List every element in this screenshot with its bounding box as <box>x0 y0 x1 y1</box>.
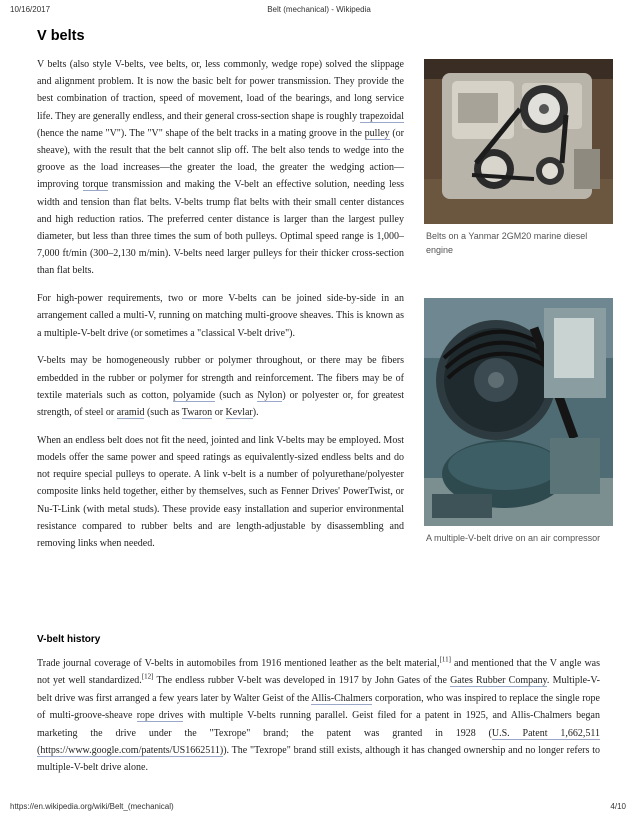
figure-caption-engine: Belts on a Yanmar 2GM20 marine diesel engine <box>426 231 588 255</box>
paragraph-1: V belts (also style V-belts, vee belts, or, less commonly, wedge rope) solved the slippage and alignment problem. It is now the basic belt for power transmission. They provide the best combination of traction, speed of movement, load of the bearings, and long service life. They are generally endless, and their general cross-section shape is roughly trapezoidal (hence the name "V"). The "V" shape of the belt tracks in a mating groove in the pulley (or sheave), with the result that the belt cannot slip off. The belt also tends to wedge into the groove as the load increases—the greater the load, the greater the wedging action—improving torque transmission and making the V-belt an effective solution, needing less width and tension than flat belts. V-belts trump flat belts with their small center distances and high reduction ratios. The preferred center distance is larger than the largest pulley diameter, but less than three times the sum of both pulleys. Optimal speed range is 1,000–7,000 ft/min (300–2,130 m/min). V-belts need larger pulleys for their thicker cross-section than flat belts. <box>37 59 404 277</box>
print-footer <box>0 802 638 814</box>
link-aramid[interactable]: aramid <box>116 407 145 419</box>
print-header <box>0 5 638 17</box>
link-twaron[interactable]: Twaron <box>181 407 213 419</box>
link-gates-rubber-company[interactable]: Gates Rubber Company <box>450 675 547 687</box>
reference-11[interactable]: [11] <box>439 655 451 664</box>
link-kevlar[interactable]: Kevlar <box>225 407 253 419</box>
print-page-number: 4/10 <box>610 802 626 811</box>
print-url: https://en.wikipedia.org/wiki/Belt_(mechanical) <box>10 802 174 811</box>
main-column <box>37 56 404 563</box>
compressor-photo[interactable] <box>424 298 613 526</box>
link-us-patent[interactable]: U.S. Patent 1,662,511 (https://www.google.com/patents/US1662511) <box>37 727 600 757</box>
figure-engine <box>424 59 613 257</box>
print-page-title: Belt (mechanical) - Wikipedia <box>267 5 371 14</box>
link-torque[interactable]: torque <box>82 179 109 191</box>
paragraph-3: V-belts may be homogeneously rubber or polymer throughout, or there may be fibers embedded in the rubber or polymer for strength and reinforcement. The fibers may be of textile materials such as cotton, polyamide (such as Nylon) or polyester or, for greatest strength, of steel or aramid (such as Twaron or Kevlar). <box>37 355 404 419</box>
link-pulley[interactable]: pulley <box>364 127 390 139</box>
history-paragraph: Trade journal coverage of V-belts in automobiles from 1916 mentioned leather as the belt material,[11] and mentioned that the V angle was not yet well standardized.[12] The endless rubber V-belt was developed in 1917 by John Gates of the Gates Rubber Company. Multiple-V-belt drive was first arranged a few years later by Walter Geist of the Allis-Chalmers corporation, who was inspired to replace the single rope of multi-groove-sheave rope drives with multiple V-belts running parallel. Geist filed for a patent in 1925, and Allis-Chalmers began marketing the drive under the "Texrope" brand; the patent was granted in 1928 (U.S. Patent 1,662,511 (https://www.google.com/patents/US1662511)). The "Texrope" brand still exists, although it has changed ownership and no longer refers to multiple-V-belt drive alone. <box>37 655 600 774</box>
subsection-title: V-belt history <box>37 634 101 645</box>
engine-photo[interactable] <box>424 59 613 224</box>
link-rope-drives[interactable]: rope drives <box>136 710 184 722</box>
paragraph-4: When an endless belt does not fit the need, jointed and link V-belts may be employed. Most models offer the same power and speed ratings as equivalently-sized endless belts and do not require special pulleys to operate. A link v-belt is a number of polyurethane/polyester composite links held together, either by themselves, such as Fenner Drives' PowerTwist, or Nu-T-Link (with metal studs). These provide easy installation and superior environmental resistance compared to rubber belts and are length-adjustable by disassembling and removing links when needed. <box>37 434 404 550</box>
link-trapezoidal[interactable]: trapezoidal <box>359 110 404 122</box>
paragraph-2: For high-power requirements, two or more V-belts can be joined side-by-side in an arrangement called a multi-V, running on matching multi-groove sheaves. This is known as a multiple-V-belt drive (or sometimes a "classical V-belt drive"). <box>37 293 404 339</box>
link-polyamide[interactable]: polyamide <box>172 389 216 401</box>
figure-compressor <box>424 298 613 545</box>
print-date: 10/16/2017 <box>10 5 51 14</box>
reference-12[interactable]: [12] <box>141 673 154 682</box>
link-nylon[interactable]: Nylon <box>257 389 283 401</box>
figure-caption-compressor: A multiple-V-belt drive on an air compressor <box>426 533 601 543</box>
link-allis-chalmers[interactable]: Allis-Chalmers <box>311 692 373 704</box>
section-title: V belts <box>37 28 85 44</box>
